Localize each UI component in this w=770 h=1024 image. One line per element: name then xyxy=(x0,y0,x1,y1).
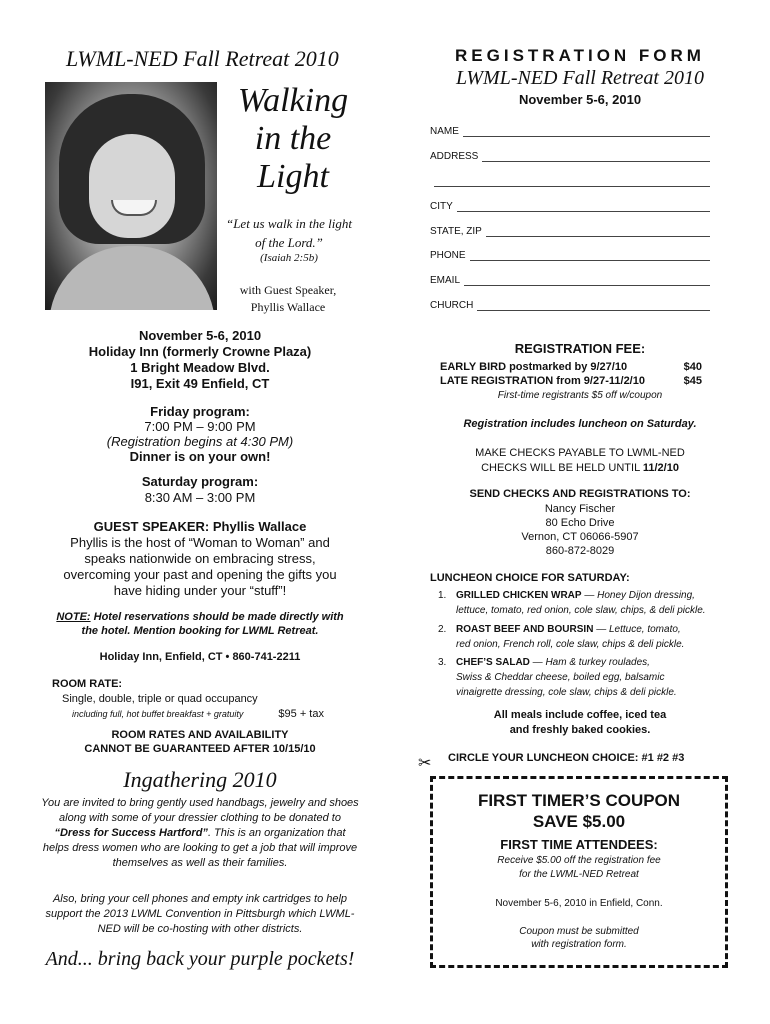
event-info xyxy=(50,328,350,392)
registration-fee-title: REGISTRATION FEE: xyxy=(514,341,646,356)
saturday-heading: Saturday program: xyxy=(141,474,259,489)
coupon-date: November 5-6, 2010 in Enfield, Conn. xyxy=(495,898,663,909)
ingathering-body-2: Also, bring your cell phones and empty ink cartridges to help support the 2013 LWML Convention in Pittsburgh which LWML-NED will be co-hosting with other districts. xyxy=(45,893,355,935)
headline-line-1: Walking xyxy=(237,82,349,119)
ingathering-title: Ingathering 2010 xyxy=(123,767,277,792)
scissors-icon: ✂ xyxy=(418,755,432,772)
lunch-option-3-name: CHEF’S SALAD xyxy=(456,657,530,668)
late-registration-label: LATE REGISTRATION from 9/27-11/2/10 xyxy=(440,375,645,387)
send-to-title: SEND CHECKS AND REGISTRATIONS TO: xyxy=(469,488,691,500)
room-guarantee-line-1: ROOM RATES AND AVAILABILITY xyxy=(111,729,289,741)
late-registration-row xyxy=(440,375,702,387)
saturday-program xyxy=(50,474,350,506)
early-bird-row xyxy=(440,361,702,373)
purple-pockets-closing: And... bring back your purple pockets! xyxy=(45,948,355,970)
room-rate xyxy=(52,677,352,722)
city-label: CITY xyxy=(430,201,453,212)
coupon-submit-note: Coupon must be submitted with registration form. xyxy=(519,926,639,950)
friday-registration-note: (Registration begins at 4:30 PM) xyxy=(106,434,294,449)
lunch-option-2-number: 2. xyxy=(438,624,447,635)
friday-program xyxy=(50,404,350,464)
saturday-time: 8:30 AM – 3:00 PM xyxy=(144,490,256,505)
lunch-option-2[interactable]: 2. ROAST BEEF AND BOURSIN — Lettuce, tomato, red onion, French roll, cole slaw, chips & deli pickle. xyxy=(438,624,685,650)
note-text: Hotel reservations should be made directly with the hotel. Mention booking for LWML Retreat. xyxy=(81,611,344,637)
room-occupancy: Single, double, triple or quad occupancy xyxy=(62,693,258,705)
state-zip-field[interactable] xyxy=(430,226,710,237)
address-line-2-field[interactable] xyxy=(430,176,710,187)
state-zip-label: STATE, ZIP xyxy=(430,226,482,237)
coupon-title: FIRST TIMER’S COUPON SAVE $5.00 xyxy=(477,791,681,831)
address-field[interactable] xyxy=(430,151,710,162)
event-exit: I91, Exit 49 Enfield, CT xyxy=(130,376,270,391)
event-venue: Holiday Inn (formerly Crowne Plaza) xyxy=(88,344,312,359)
city-field[interactable] xyxy=(430,201,710,212)
guest-speaker-bio: Phyllis is the host of “Woman to Woman” and speaks nationwide on embracing stress, overcoming your past and opening the gifts you have hiding under your “stuff”! xyxy=(63,535,337,598)
lunch-option-1[interactable]: 1. GRILLED CHICKEN WRAP — Honey Dijon dressing, lettuce, tomato, red onion, cole slaw, chips, & deli pickle. xyxy=(438,590,706,616)
mailing-address xyxy=(430,502,730,558)
hotel-note xyxy=(50,610,350,638)
late-registration-price: $45 xyxy=(683,375,702,387)
event-dates: November 5-6, 2010 xyxy=(138,328,262,343)
lunch-option-1-number: 1. xyxy=(438,590,447,601)
room-guarantee xyxy=(50,728,350,756)
early-bird-label: EARLY BIRD postmarked by 9/27/10 xyxy=(440,361,628,373)
email-field[interactable] xyxy=(430,275,710,286)
registration-form-title: REGISTRATION FORM xyxy=(455,46,705,65)
friday-time: 7:00 PM – 9:00 PM xyxy=(144,419,256,434)
headline-line-3: Light xyxy=(257,158,329,195)
church-field[interactable] xyxy=(430,300,710,311)
event-street: 1 Bright Meadow Blvd. xyxy=(130,360,270,375)
room-rate-heading: ROOM RATE: xyxy=(52,678,123,690)
email-label: EMAIL xyxy=(430,275,461,286)
mailing-name: Nancy Fischer xyxy=(544,503,616,515)
ingathering-body-post: . This is an organization that helps dress women who are looking to get a job that will improve themselves as well as their families. xyxy=(42,827,358,869)
scripture-quote: “Let us walk in the light of the Lord.” xyxy=(225,216,353,250)
lunch-option-3[interactable]: 3. CHEF’S SALAD — Ham & turkey roulades, Swiss & Cheddar cheese, boiled egg, balsamic vinaigrette dressing, cole slaw, chips & deli pickle. xyxy=(438,657,677,698)
speaker-intro: with Guest Speaker, Phyllis Wallace xyxy=(239,283,337,314)
retreat-title: LWML-NED Fall Retreat 2010 xyxy=(66,46,339,71)
luncheon-included-note: Registration includes luncheon on Saturday. xyxy=(463,418,697,430)
note-label: NOTE: xyxy=(56,611,91,623)
meals-include-note: All meals include coffee, iced tea and freshly baked cookies. xyxy=(493,709,667,736)
room-price: $95 + tax xyxy=(278,708,324,720)
mailing-street: 80 Echo Drive xyxy=(545,517,615,529)
checks-held-date: 11/2/10 xyxy=(642,462,679,474)
phone-field[interactable] xyxy=(430,250,710,261)
coupon-subtitle: FIRST TIME ATTENDEES: xyxy=(500,837,658,852)
address-label: ADDRESS xyxy=(430,151,479,162)
room-includes: including full, hot buffet breakfast + gratuity xyxy=(72,709,244,719)
ingathering-charity: “Dress for Success Hartford” xyxy=(54,827,208,839)
registration-dates: November 5-6, 2010 xyxy=(518,92,642,107)
coupon-text: Receive $5.00 off the registration fee for the LWML-NED Retreat xyxy=(497,855,661,880)
early-bird-price: $40 xyxy=(683,361,702,373)
name-label: NAME xyxy=(430,126,459,137)
ingathering-body xyxy=(40,796,360,871)
room-guarantee-line-2: CANNOT BE GUARANTEED AFTER 10/15/10 xyxy=(84,743,316,755)
guest-speaker-heading: GUEST SPEAKER: Phyllis Wallace xyxy=(93,519,307,534)
headline-line-2: in the xyxy=(254,120,332,157)
guest-speaker-section xyxy=(50,519,350,599)
friday-heading: Friday program: xyxy=(150,404,250,419)
checks-payable: MAKE CHECKS PAYABLE TO LWML-NED xyxy=(475,447,685,459)
mailing-city: Vernon, CT 06066-5907 xyxy=(521,531,639,543)
headline xyxy=(228,82,358,196)
checks-held: CHECKS WILL BE HELD UNTIL 11/2/10 xyxy=(481,462,679,474)
first-time-fee-note: First-time registrants $5 off w/coupon xyxy=(497,390,663,401)
circle-luncheon-choice[interactable]: CIRCLE YOUR LUNCHEON CHOICE: #1 #2 #3 xyxy=(448,752,685,764)
luncheon-choice-title: LUNCHEON CHOICE FOR SATURDAY: xyxy=(430,572,630,584)
checks-info xyxy=(430,446,730,476)
hotel-phone-line: Holiday Inn, Enfield, CT • 860-741-2211 xyxy=(99,651,301,663)
mailing-phone: 860-872-8029 xyxy=(545,545,615,557)
scripture-reference: (Isaiah 2:5b) xyxy=(260,252,318,264)
registration-subtitle: LWML-NED Fall Retreat 2010 xyxy=(456,67,704,89)
ingathering-body-pre: You are invited to bring gently used handbags, jewelry and shoes along with some of your dressier clothing to be donated to xyxy=(41,797,359,824)
church-label: CHURCH xyxy=(430,300,474,311)
speaker-photo xyxy=(45,82,217,310)
lunch-option-2-name: ROAST BEEF AND BOURSIN xyxy=(456,624,594,635)
lunch-option-1-name: GRILLED CHICKEN WRAP xyxy=(456,590,582,601)
friday-dinner: Dinner is on your own! xyxy=(129,449,271,464)
name-field[interactable] xyxy=(430,126,710,137)
lunch-option-3-number: 3. xyxy=(438,657,447,668)
phone-label: PHONE xyxy=(430,250,466,261)
